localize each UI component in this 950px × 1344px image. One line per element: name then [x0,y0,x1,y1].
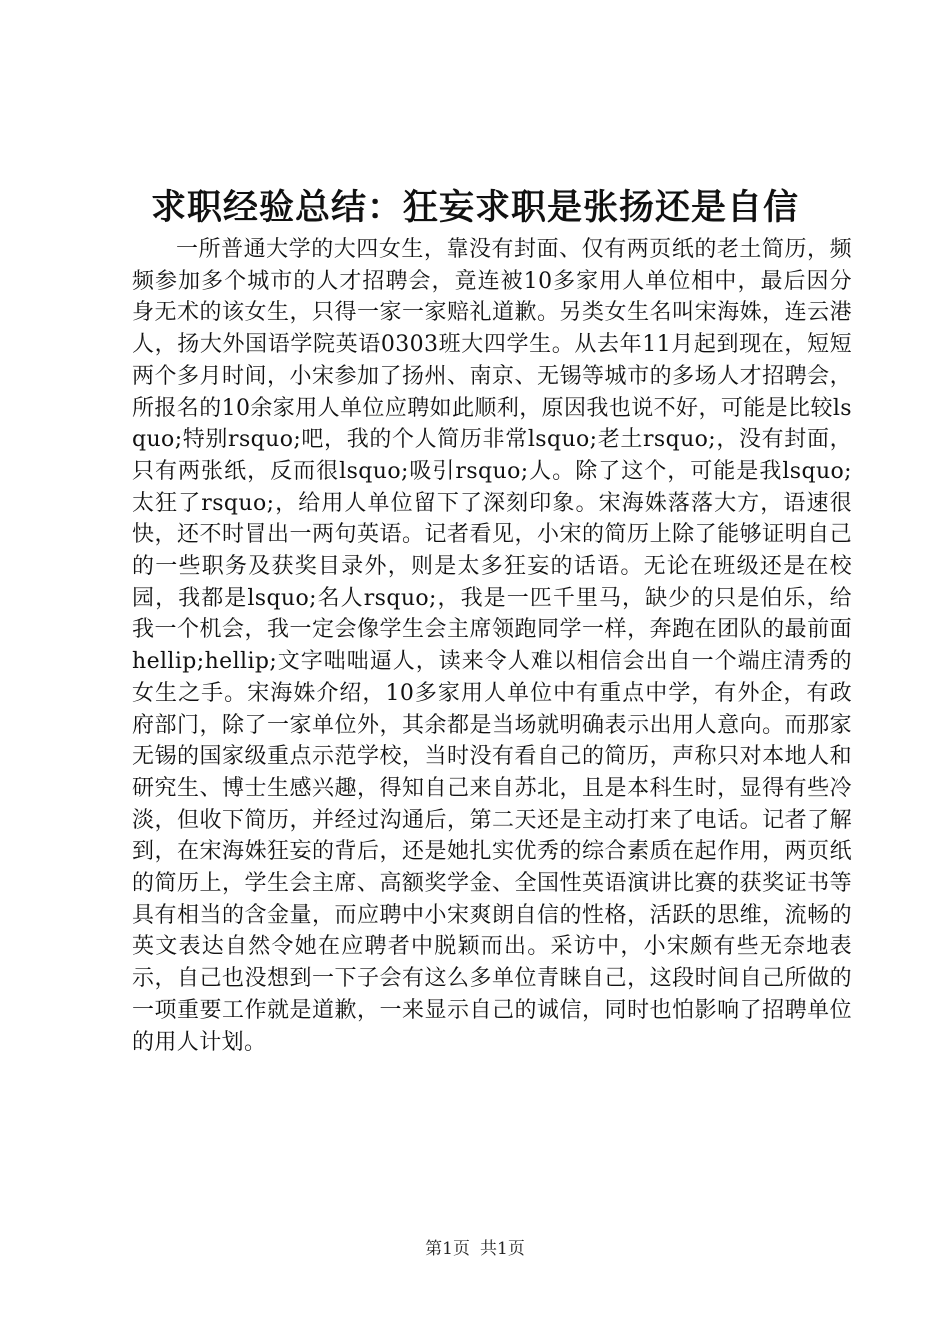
page-number-current: 第1页 [425,1239,470,1259]
document-title: 求职经验总结：狂妄求职是张扬还是自信 [150,187,799,228]
page-number-total: 共1页 [480,1239,525,1259]
document-body-paragraph: 一所普通大学的大四女生，靠没有封面、仅有两页纸的老土简历，频频参加多个城市的人才招聘会，竟连被10多家用人单位相中，最后因分身无术的该女生，只得一家一家赔礼道歉。另类女生名叫宋海姝，连云港人，扬大外国语学院英语0303班大四学生。从去年11月起到现在，短短两个多月时间，小宋参加了扬州、南京、无锡等城市的多场人才招聘会，所报名的10余家用人单位应聘如此顺利，原因我也说不好，可能是比较lsquo;特别rsquo;吧，我的个人简历非常lsquo;老土rsquo;，没有封面，只有两张纸，反而很lsquo;吸引rsquo;人。除了这个，可能是我lsquo;太狂了rsquo;，给用人单位留下了深刻印象。宋海姝落落大方，语速很快，还不时冒出一两句英语。记者看见，小宋的简历上除了能够证明自己的一些职务及获奖目录外，则是太多狂妄的话语。无论在班级还是在校园，我都是lsquo;名人rsquo;，我是一匹千里马，缺少的只是伯乐，给我一个机会，我一定会像学生会主席领跑同学一样，奔跑在团队的最前面hellip;hellip;文字咄咄逼人，读来令人难以相信会出自一个端庄清秀的女生之手。宋海姝介绍，10多家用人单位中有重点中学，有外企，有政府部门，除了一家单位外，其余都是当场就明确表示出用人意向。而那家无锡的国家级重点示范学校，当时没有看自己的简历，声称只对本地人和研究生、博士生感兴趣，得知自己来自苏北，且是本科生时，显得有些冷淡，但收下简历，并经过沟通后，第二天还是主动打来了电话。记者了解到，在宋海姝狂妄的背后，还是她扎实优秀的综合素质在起作用，两页纸的简历上，学生会主席、高额奖学金、全国性英语演讲比赛的获奖证书等具有相当的含金量，而应聘中小宋爽朗自信的性格，活跃的思维，流畅的英文表达自然令她在应聘者中脱颖而出。采访中，小宋颇有些无奈地表示，自己也没想到一下子会有这么多单位青睐自己，这段时间自己所做的一项重要工作就是道歉，一来显示自己的诚信，同时也怕影响了招聘单位的用人计划。 [132,237,852,1055]
page-footer [0,1237,950,1261]
